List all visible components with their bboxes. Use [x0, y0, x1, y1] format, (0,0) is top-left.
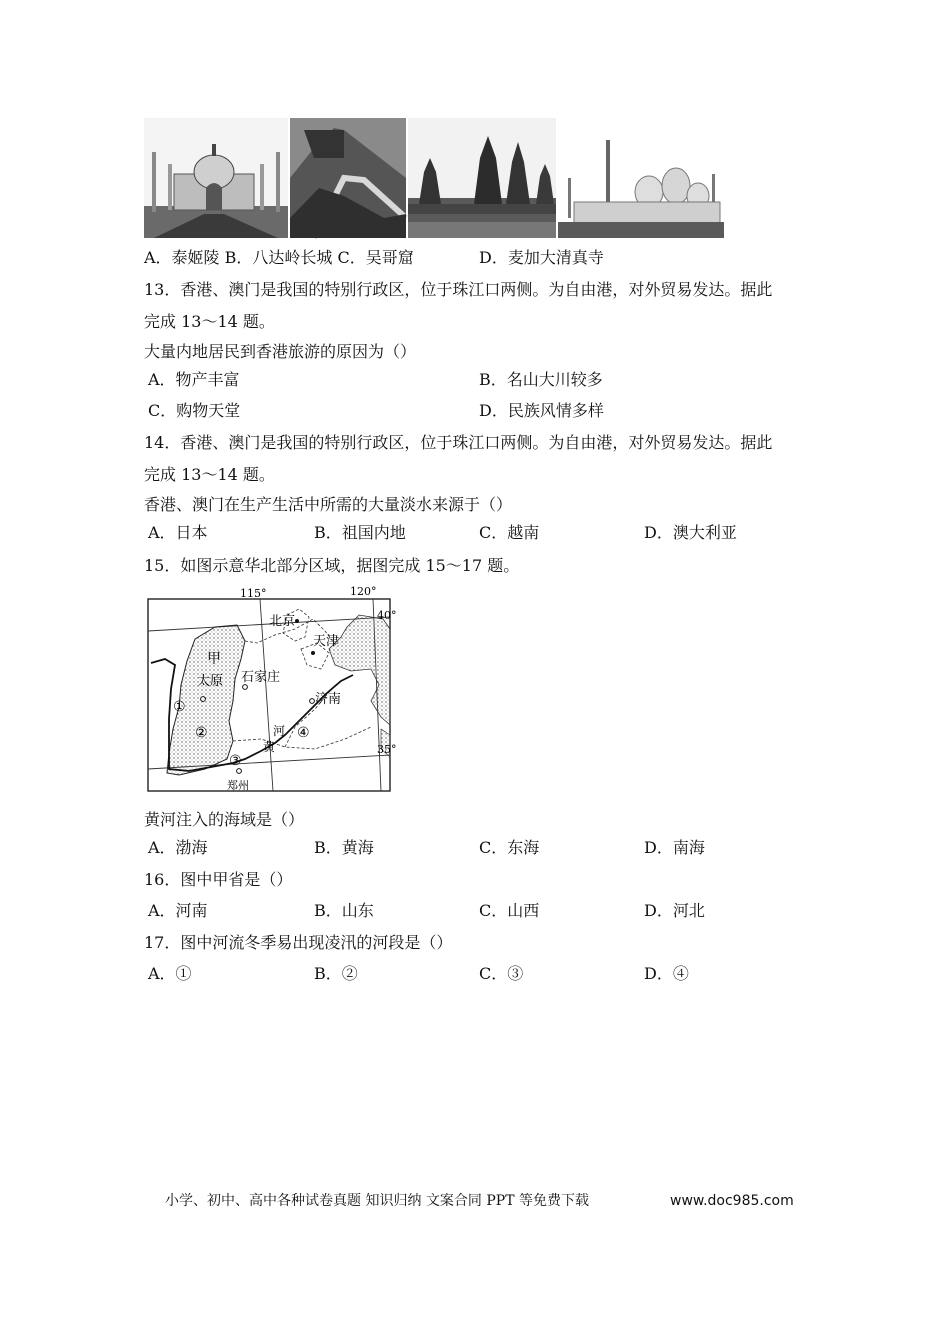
- q16-option-d: D．河北: [644, 901, 705, 920]
- city-tianjin-dot: [311, 651, 315, 655]
- lat-label-35: 35°: [377, 743, 397, 756]
- q13-intro-line1: 13．香港、澳门是我国的特别行政区，位于珠江口两侧。为自由港，对外贸易发达。据此: [144, 280, 773, 299]
- landmark-photo-strip: [144, 118, 724, 238]
- q15-option-a: A．渤海: [148, 838, 208, 857]
- q16-option-a: A．河南: [148, 901, 208, 920]
- q13-option-b: B．名山大川较多: [479, 370, 603, 389]
- river-mark-he: 河: [273, 724, 286, 738]
- q16-stem: 16．图中甲省是（）: [144, 870, 293, 889]
- q17-option-a: A．①: [148, 964, 192, 983]
- q13-option-d: D．民族风情多样: [479, 401, 604, 420]
- photo-angkor-wat: [408, 118, 556, 238]
- q15-option-d: D．南海: [644, 838, 705, 857]
- q13-intro-line2: 完成 13～14 题。: [144, 312, 275, 331]
- lon-label-120: 120°: [350, 585, 377, 598]
- q16-option-c: C．山西: [479, 901, 540, 920]
- footer-promo-text: 小学、初中、高中各种试卷真题 知识归纳 文案合同 PPT 等免费下载: [165, 1193, 589, 1209]
- q15-option-b: B．黄海: [314, 838, 374, 857]
- q15-stem: 黄河注入的海域是（）: [144, 810, 305, 829]
- q14-intro-line1: 14．香港、澳门是我国的特别行政区，位于珠江口两侧。为自由港，对外贸易发达。据此: [144, 433, 773, 452]
- q17-option-c: C．③: [479, 964, 524, 983]
- city-shijiazhuang-dot: [243, 685, 248, 690]
- label-shijiazhuang: 石家庄: [241, 670, 281, 685]
- q17-option-b: B．②: [314, 964, 358, 983]
- label-province-jia: 甲: [207, 651, 221, 667]
- north-china-map: [145, 585, 397, 794]
- photo-mecca-mosque: [558, 118, 724, 238]
- q14-option-b: B．祖国内地: [314, 523, 406, 542]
- photo-taj-mahal: [144, 118, 288, 238]
- q14-stem: 香港、澳门在生产生活中所需的大量淡水来源于（）: [144, 495, 513, 514]
- city-zhengzhou-dot: [237, 769, 242, 774]
- lat-label-40: 40°: [377, 609, 397, 622]
- section-mark-3: ③: [229, 753, 242, 769]
- label-taiyuan: 太原: [197, 674, 224, 689]
- section-mark-2: ②: [195, 725, 208, 741]
- city-beijing-dot: [295, 619, 299, 623]
- q14-option-c: C．越南: [479, 523, 540, 542]
- photo-great-wall: [290, 118, 406, 238]
- q14-intro-line2: 完成 13～14 题。: [144, 465, 275, 484]
- section-mark-1: ①: [173, 699, 186, 715]
- q13-option-c: C．购物天堂: [148, 401, 241, 420]
- q16-option-b: B．山东: [314, 901, 374, 920]
- city-taiyuan-dot: [201, 697, 206, 702]
- lon-label-115: 115°: [240, 587, 267, 600]
- q12-option-abc: A．泰姬陵 B．八达岭长城 C．吴哥窟: [144, 248, 414, 267]
- river-mark-huang: 黄: [263, 740, 276, 754]
- q14-option-a: A．日本: [148, 523, 208, 542]
- label-tianjin: 天津: [313, 634, 340, 649]
- city-jinan-dot: [310, 699, 315, 704]
- q13-option-a: A．物产丰富: [148, 370, 240, 389]
- q12-option-d: D．麦加大清真寺: [479, 248, 604, 267]
- q15-intro: 15．如图示意华北部分区域，据图完成 15～17 题。: [144, 556, 520, 575]
- label-beijing: 北京: [269, 614, 296, 629]
- label-jinan: 济南: [315, 692, 342, 707]
- q14-option-d: D．澳大利亚: [644, 523, 737, 542]
- footer-site-url[interactable]: www.doc985.com: [670, 1193, 794, 1209]
- section-mark-4: ④: [297, 725, 310, 741]
- label-zhengzhou: 郑州: [227, 779, 249, 792]
- q13-stem: 大量内地居民到香港旅游的原因为（）: [144, 342, 417, 361]
- q17-option-d: D．④: [644, 964, 689, 983]
- q15-option-c: C．东海: [479, 838, 540, 857]
- q17-stem: 17．图中河流冬季易出现凌汛的河段是（）: [144, 933, 453, 952]
